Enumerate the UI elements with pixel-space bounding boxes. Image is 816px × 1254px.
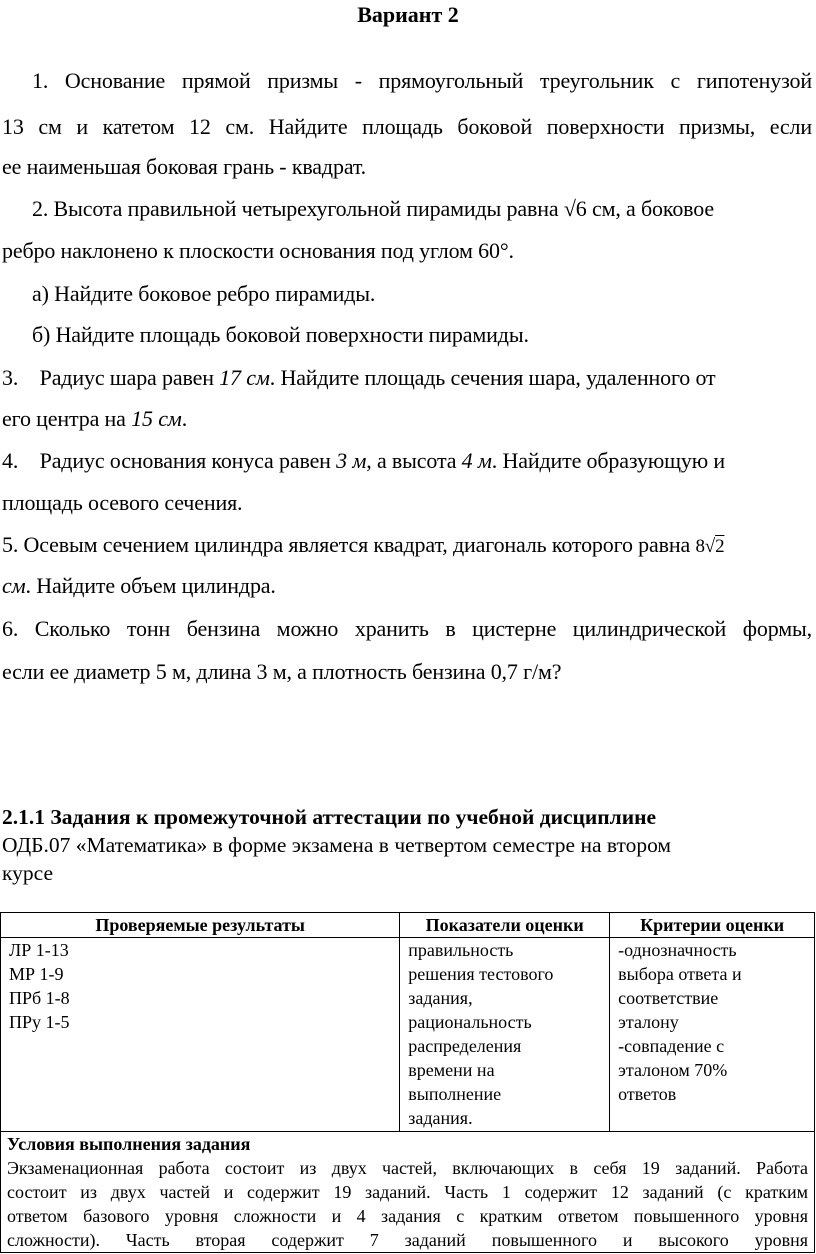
assessment-table [0, 912, 815, 1253]
header-indicators: Показатели оценки [400, 913, 610, 938]
problem-2-sub-b: б) Найдите площадь боковой поверхности пирамиды. [32, 322, 529, 347]
formula-8-sqrt-2: 8√2 [695, 536, 725, 557]
header-criteria: Критерии оценки [610, 913, 815, 938]
conditions-title: Условия выполнения задания [7, 1134, 251, 1154]
problem-4-line-1: 4. Радиус основания конуса равен 3 м, а высота 4 м. Найдите образующую и [2, 448, 726, 473]
problem-2-sub-a: а) Найдите боковое ребро пирамиды. [32, 281, 376, 306]
problem-1-line-2: 13 см и катетом 12 см. Найдите площадь боковой поверхности призмы, если [2, 114, 812, 139]
problem-6-line-1: 6. Сколько тонн бензина можно хранить в цистерне цилиндрической формы, [2, 616, 812, 641]
problem-4-line-2: площадь осевого сечения. [2, 490, 243, 515]
section-heading-line-3: курсе [2, 861, 53, 885]
problem-5-line-1: 5. Осевым сечением цилиндра является квадрат, диагональ которого равна 8√2 [2, 532, 725, 557]
header-results: Проверяемые результаты [1, 913, 400, 938]
table-row [1, 938, 815, 1132]
section-heading-line-2: ОДБ.07 «Математика» в форме экзамена в четвертом семестре на втором [2, 833, 672, 857]
problem-1-line-3: ее наименьшая боковая грань - квадрат. [2, 154, 367, 179]
variant-title: Вариант 2 [357, 2, 459, 27]
criteria-cell: -однозначность выбора ответа и соответствие эталону -совпадение с эталоном 70% ответов [610, 938, 815, 1132]
conditions-cell: Условия выполнения задания Экзаменационная работа состоит из двух частей, включающих в себя 19 заданий. Работа состоит из двух частей и содержит 19 заданий. Часть 1 содержит 12 заданий (с кратким ответом базового уровня сложности и 4 задания с кратким ответом повышенного уровня сложности). Часть вторая содержит 7 заданий повышенного и высокого уровня [1, 1132, 815, 1253]
problem-1-line-1: 1. Основание прямой призмы - прямоугольный треугольник с гипотенузой [32, 68, 812, 93]
indicators-cell: правильность решения тестового задания, рациональность распределения времени на выполнение задания. [400, 938, 610, 1132]
table-header-row [1, 913, 815, 938]
problem-2-line-1: 2. Высота правильной четырехугольной пирамиды равна √6 см, а боковое [32, 196, 715, 221]
problem-3-line-1: 3. Радиус шара равен 17 см. Найдите площадь сечения шара, удаленного от [2, 365, 716, 390]
problem-3-line-2: его центра на 15 см. [2, 406, 188, 431]
sqrt-symbol: √ [563, 196, 576, 221]
problem-5-line-2: см. Найдите объем цилиндра. [2, 573, 276, 598]
problem-2-line-2: ребро наклонено к плоскости основания под углом 60°. [2, 238, 514, 263]
conditions-row [1, 1132, 815, 1253]
problem-6-line-2: если ее диаметр 5 м, длина 3 м, а плотность бензина 0,7 г/м? [2, 659, 562, 684]
section-heading: 2.1.1 Задания к промежуточной аттестации по учебной дисциплине [2, 805, 657, 829]
results-cell: ЛР 1-13 МР 1-9 ПРб 1-8 ПРу 1-5 [1, 938, 400, 1132]
